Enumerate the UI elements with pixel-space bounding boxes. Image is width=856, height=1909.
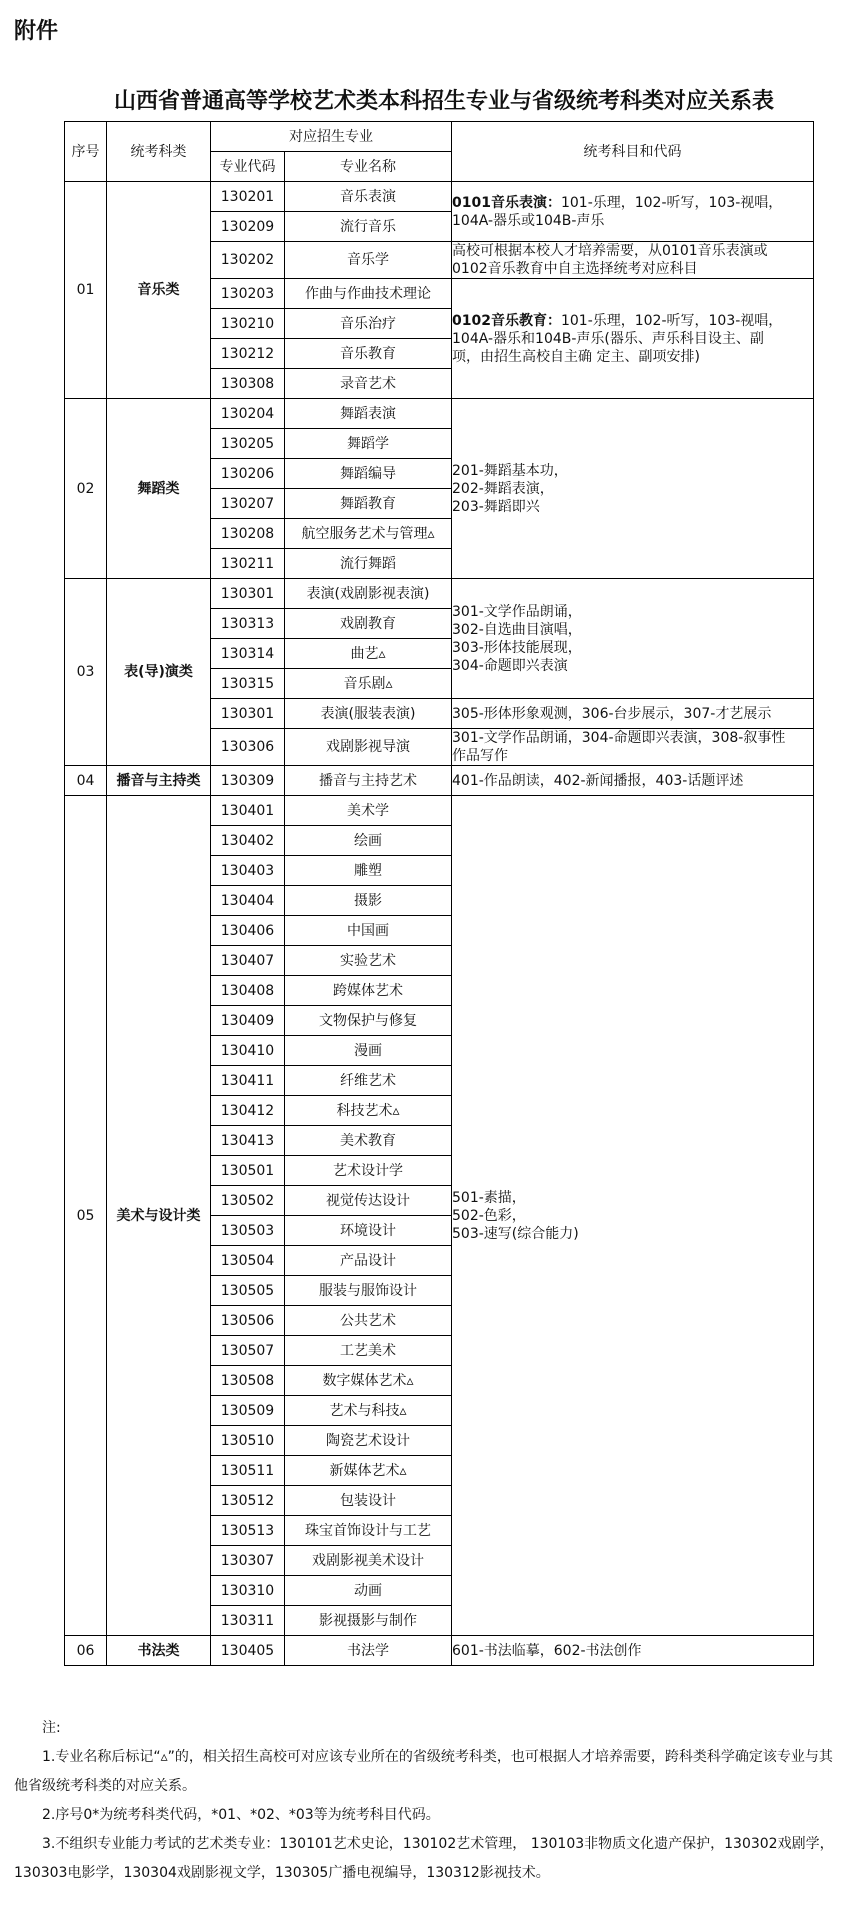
major-code: 130206 [211,459,285,489]
subject-line: 303-形体技能展现， [452,639,582,656]
table-row [65,579,814,609]
subject-cell [452,399,814,579]
major-code: 130204 [211,399,285,429]
major-code: 130315 [211,669,285,699]
header-major-group: 对应招生专业 [211,122,452,152]
major-name: 书法学 [285,1636,452,1666]
document-title: 山西省普通高等学校艺术类本科招生专业与省级统考科类对应关系表 [113,89,774,114]
major-name: 美术学 [285,796,452,826]
major-code: 130301 [211,699,285,729]
subject-line: 305-形体形象观测，306-台步展示，307-才艺展示 [452,705,772,722]
major-code: 130306 [211,729,285,766]
subject-line: 503-速写(综合能力) [452,1225,579,1242]
subject-cell [452,242,814,279]
major-name: 新媒体艺术▵ [285,1456,452,1486]
major-code: 130209 [211,212,285,242]
header-name: 专业名称 [285,152,452,182]
major-name: 公共艺术 [285,1306,452,1336]
notes-section [14,1714,856,1888]
note-3-line-2: 130303电影学，130304戏剧影视文学，130305广播电视编导，130312影视技术。 [14,1865,550,1881]
major-name: 数字媒体艺术▵ [285,1366,452,1396]
subject-line: 502-色彩， [452,1207,526,1224]
group-seq: 01 [65,182,107,399]
major-code: 130212 [211,339,285,369]
major-code: 130512 [211,1486,285,1516]
major-name: 工艺美术 [285,1336,452,1366]
major-code: 130509 [211,1396,285,1426]
major-name: 录音艺术 [285,369,452,399]
major-code: 130409 [211,1006,285,1036]
subject-line: 0102音乐教育中自主选择统考对应科目 [452,261,698,277]
major-code: 130513 [211,1516,285,1546]
major-name: 科技艺术▵ [285,1096,452,1126]
subject-line: 301-文学作品朗诵，304-命题即兴表演，308-叙事性 [452,730,786,746]
major-code: 130410 [211,1036,285,1066]
major-name: 航空服务艺术与管理▵ [285,519,452,549]
subject-line: 301-文学作品朗诵， [452,603,582,620]
major-name: 影视摄影与制作 [285,1606,452,1636]
major-name: 戏剧影视导演 [285,729,452,766]
header-code: 专业代码 [211,152,285,182]
subject-cell [452,729,814,766]
major-name: 产品设计 [285,1246,452,1276]
major-name: 雕塑 [285,856,452,886]
header-subjects: 统考科目和代码 [452,122,814,182]
major-name: 舞蹈学 [285,429,452,459]
major-code: 130407 [211,946,285,976]
group-seq: 06 [65,1636,107,1666]
major-code: 130314 [211,639,285,669]
major-code: 130404 [211,886,285,916]
subject-line: 项，由招生高校自主确 定主、副项安排) [452,348,700,365]
table-row [65,182,814,212]
major-name: 戏剧影视美术设计 [285,1546,452,1576]
major-name: 戏剧教育 [285,609,452,639]
major-name: 曲艺▵ [285,639,452,669]
major-code: 130504 [211,1246,285,1276]
major-code: 130506 [211,1306,285,1336]
subject-line: 202-舞蹈表演， [452,480,554,497]
major-code: 130308 [211,369,285,399]
subject-line: 203-舞蹈即兴 [452,498,540,515]
major-name: 跨媒体艺术 [285,976,452,1006]
major-code: 130501 [211,1156,285,1186]
subject-line: 作品写作 [452,748,508,764]
subject-cell [452,182,814,242]
major-name: 环境设计 [285,1216,452,1246]
major-name: 舞蹈教育 [285,489,452,519]
major-code: 130202 [211,242,285,279]
major-name: 动画 [285,1576,452,1606]
major-name: 服装与服饰设计 [285,1276,452,1306]
group-category: 表(导)演类 [107,579,211,766]
major-code: 130309 [211,766,285,796]
major-name: 作曲与作曲技术理论 [285,279,452,309]
group-category: 音乐类 [107,182,211,399]
notes-label: 注: [42,1720,61,1736]
subject-cell [452,766,814,796]
group-seq: 02 [65,399,107,579]
subject-line: 104A-器乐或104B-声乐 [452,212,605,229]
major-code: 130401 [211,796,285,826]
major-code: 130406 [211,916,285,946]
major-code: 130413 [211,1126,285,1156]
major-code: 130210 [211,309,285,339]
table-row [65,796,814,826]
major-name: 珠宝首饰设计与工艺 [285,1516,452,1546]
subject-line: 302-自选曲目演唱， [452,621,582,638]
major-name: 绘画 [285,826,452,856]
subject-line: 501-素描， [452,1189,526,1206]
subject-line: 高校可根据本校人才培养需要，从0101音乐表演或 [452,243,768,259]
major-name: 音乐剧▵ [285,669,452,699]
table-row [65,766,814,796]
major-code: 130311 [211,1606,285,1636]
subject-heading: 0102音乐教育： [452,312,561,329]
subject-line: 601-书法临摹，602-书法创作 [452,1642,642,1659]
attachment-label: 附件 [14,19,59,44]
subject-line: 304-命题即兴表演 [452,657,568,674]
major-name: 文物保护与修复 [285,1006,452,1036]
major-code: 130207 [211,489,285,519]
major-code: 130510 [211,1426,285,1456]
major-name: 流行音乐 [285,212,452,242]
major-code: 130503 [211,1216,285,1246]
major-name: 艺术与科技▵ [285,1396,452,1426]
major-name: 表演(戏剧影视表演) [285,579,452,609]
major-name: 纤维艺术 [285,1066,452,1096]
major-name: 艺术设计学 [285,1156,452,1186]
major-name: 音乐教育 [285,339,452,369]
major-name: 陶瓷艺术设计 [285,1426,452,1456]
major-name: 播音与主持艺术 [285,766,452,796]
major-code: 130313 [211,609,285,639]
note-1-line-2: 他省级统考科类的对应关系。 [14,1778,196,1794]
major-code: 130408 [211,976,285,1006]
major-code: 130203 [211,279,285,309]
subject-line: 201-舞蹈基本功， [452,462,568,479]
subject-line: 101-乐理，102-听写，103-视唱， [560,194,783,211]
table-row [65,399,814,429]
major-code: 130508 [211,1366,285,1396]
group-category: 播音与主持类 [107,766,211,796]
subject-cell [452,699,814,729]
major-name: 美术教育 [285,1126,452,1156]
major-name: 摄影 [285,886,452,916]
group-category: 舞蹈类 [107,399,211,579]
major-code: 130405 [211,1636,285,1666]
note-2: 2.序号0*为统考科类代码，*01、*02、*03等为统考科目代码。 [42,1807,440,1823]
major-code: 130301 [211,579,285,609]
major-name: 音乐学 [285,242,452,279]
major-code: 130402 [211,826,285,856]
group-seq: 04 [65,766,107,796]
major-name: 舞蹈编导 [285,459,452,489]
major-code: 130307 [211,1546,285,1576]
major-code: 130502 [211,1186,285,1216]
group-seq: 05 [65,796,107,1636]
major-name: 实验艺术 [285,946,452,976]
group-category: 美术与设计类 [107,796,211,1636]
major-code: 130208 [211,519,285,549]
subject-cell [452,579,814,699]
major-code: 130412 [211,1096,285,1126]
group-seq: 03 [65,579,107,766]
header-seq: 序号 [65,122,107,182]
subject-heading: 0101音乐表演： [452,194,561,211]
major-name: 漫画 [285,1036,452,1066]
note-3-line-1: 3.不组织专业能力考试的艺术类专业：130101艺术史论，130102艺术管理， 130103非物质文化遗产保护，130302戏剧学， [42,1836,834,1852]
major-code: 130201 [211,182,285,212]
major-code: 130411 [211,1066,285,1096]
subject-cell [452,796,814,1636]
major-name: 表演(服装表演) [285,699,452,729]
note-1-line-1: 1.专业名称后标记“▵”的，相关招生高校可对应该专业所在的省级统考科类，也可根据人才培养需要，跨科类科学确定该专业与其 [42,1749,833,1765]
major-code: 130211 [211,549,285,579]
header-category: 统考科类 [107,122,211,182]
subject-line: 101-乐理，102-听写，103-视唱， [560,312,783,329]
major-code: 130205 [211,429,285,459]
major-code: 130505 [211,1276,285,1306]
major-name: 流行舞蹈 [285,549,452,579]
subject-line: 401-作品朗读，402-新闻播报，403-话题评述 [452,772,744,789]
major-code: 130403 [211,856,285,886]
major-code: 130507 [211,1336,285,1366]
major-name: 中国画 [285,916,452,946]
major-category-table [64,121,814,1666]
major-name: 舞蹈表演 [285,399,452,429]
major-name: 音乐表演 [285,182,452,212]
subject-cell [452,279,814,399]
group-category: 书法类 [107,1636,211,1666]
major-code: 130310 [211,1576,285,1606]
major-name: 音乐治疗 [285,309,452,339]
major-name: 包装设计 [285,1486,452,1516]
major-code: 130511 [211,1456,285,1486]
subject-cell [452,1636,814,1666]
subject-line: 104A-器乐和104B-声乐(器乐、声乐科目设主、副 [452,330,764,347]
major-name: 视觉传达设计 [285,1186,452,1216]
table-row [65,1636,814,1666]
